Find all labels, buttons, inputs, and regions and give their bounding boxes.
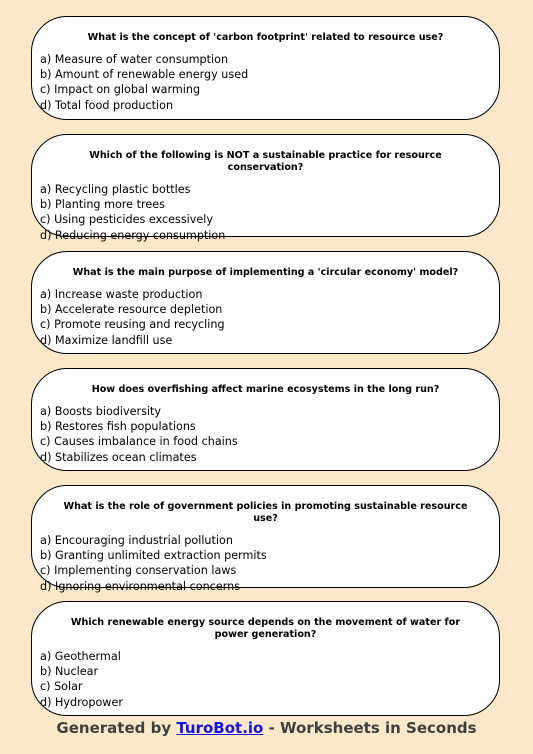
option-d: d) Stabilizes ocean climates <box>40 450 197 464</box>
question-card-2 <box>31 134 500 242</box>
question-card-3 <box>31 251 500 354</box>
option-a: a) Encouraging industrial pollution <box>40 534 233 547</box>
footer-prefix: Generated by <box>56 719 177 737</box>
question-card-6 <box>31 601 500 716</box>
option-c: c) Solar <box>40 680 83 694</box>
options-list <box>32 533 499 594</box>
option-a: a) Measure of water consumption <box>40 53 229 66</box>
option-b: b) Granting unlimited extraction permits <box>40 549 267 563</box>
option-b: b) Restores fish populations <box>40 420 196 434</box>
options-list <box>32 404 499 465</box>
option-a: a) Geothermal <box>40 650 121 663</box>
option-d: d) Ignoring environmental concerns <box>40 579 241 593</box>
option-c: c) Promote reusing and recycling <box>40 318 225 332</box>
option-a: a) Boosts biodiversity <box>40 405 162 418</box>
turobot-link[interactable]: TuroBot.io <box>176 719 264 737</box>
option-c: c) Impact on global warming <box>40 83 201 97</box>
question-title: How does overfishing affect marine ecosystems in the long run? <box>91 384 440 395</box>
option-b: b) Accelerate resource depletion <box>40 303 223 317</box>
option-a: a) Increase waste production <box>40 288 203 301</box>
option-d: d) Maximize landfill use <box>40 333 173 347</box>
question-title: Which of the following is NOT a sustainable practice for resource conservation? <box>89 150 442 173</box>
option-c: c) Causes imbalance in food chains <box>40 435 238 449</box>
question-card-5 <box>31 485 500 593</box>
option-d: d) Total food production <box>40 98 174 112</box>
option-c: c) Implementing conservation laws <box>40 564 237 578</box>
options-list <box>32 649 499 710</box>
option-b: b) Planting more trees <box>40 198 165 212</box>
options-list <box>32 182 499 243</box>
option-d: d) Reducing energy consumption <box>40 228 226 242</box>
options-list <box>32 52 499 113</box>
options-list <box>32 287 499 348</box>
option-a: a) Recycling plastic bottles <box>40 183 191 196</box>
question-card-4 <box>31 368 500 471</box>
question-title: What is the role of government policies in promoting sustainable resource use? <box>63 501 468 524</box>
question-title: What is the concept of 'carbon footprint' related to resource use? <box>87 32 444 43</box>
question-title: Which renewable energy source depends on the movement of water for power generation? <box>70 617 461 640</box>
option-c: c) Using pesticides excessively <box>40 213 214 227</box>
option-b: b) Nuclear <box>40 665 99 679</box>
option-b: b) Amount of renewable energy used <box>40 68 249 82</box>
footer-suffix: - Worksheets in Seconds <box>263 719 477 737</box>
option-d: d) Hydropower <box>40 695 123 709</box>
question-card-1 <box>31 16 500 120</box>
footer <box>0 718 533 738</box>
question-title: What is the main purpose of implementing a 'circular economy' model? <box>72 267 459 278</box>
